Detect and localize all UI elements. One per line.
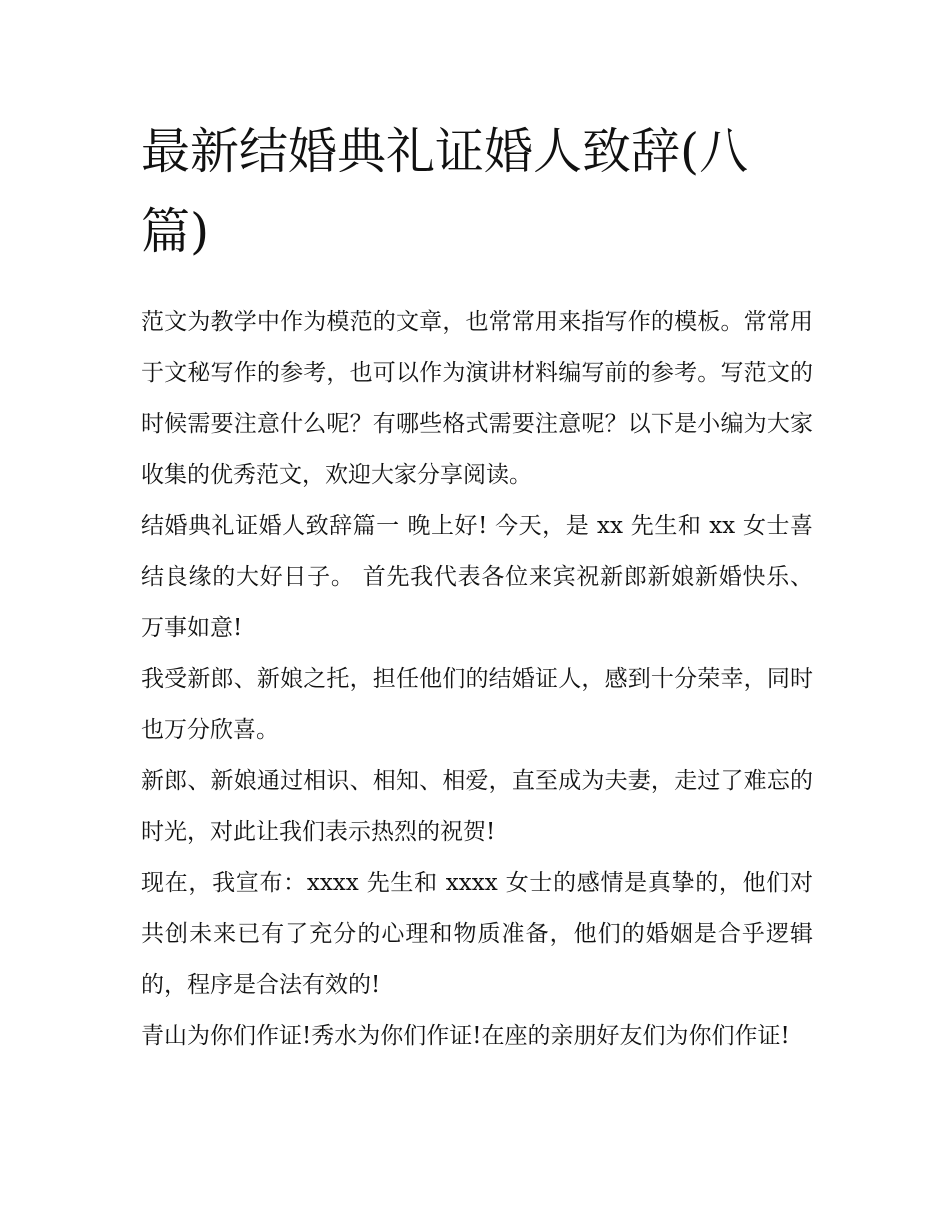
paragraph-intro: 范文为教学中作为模范的文章，也常常用来指写作的模板。常常用于文秘写作的参考，也可以作为演讲材料编写前的参考。写范文的时候需要注意什么呢？有哪些格式需要注意呢？以下是小编为大家收集的优秀范文，欢迎大家分享阅读。	[141, 309, 813, 488]
document-title: 最新结婚典礼证婚人致辞(八篇)	[141, 123, 749, 260]
paragraph-entrusted: 我受新郎、新娘之托，担任他们的结婚证人，感到十分荣幸，同时也万分欣喜。	[141, 666, 813, 743]
document-body	[141, 112, 813, 1062]
paragraph-congratulations: 新郎、新娘通过相识、相知、相爱，直至成为夫妻，走过了难忘的时光，对此让我们表示热烈的祝贺!	[141, 768, 813, 845]
paragraph-announcement: 现在，我宣布：xxxx 先生和 xxxx 女士的感情是真挚的，他们对共创未来已有了充分的心理和物质准备，他们的婚姻是合乎逻辑的，程序是合法有效的!	[141, 870, 813, 998]
paragraph-witness: 青山为你们作证!秀水为你们作证!在座的亲朋好友们为你们作证!	[141, 1023, 790, 1049]
paragraph-list	[141, 297, 813, 1062]
paragraph-greeting: 结婚典礼证婚人致辞篇一 晚上好! 今天，是 xx 先生和 xx 女士喜结良缘的大好日子。 首先我代表各位来宾祝新郎新娘新婚快乐、万事如意!	[141, 513, 813, 641]
